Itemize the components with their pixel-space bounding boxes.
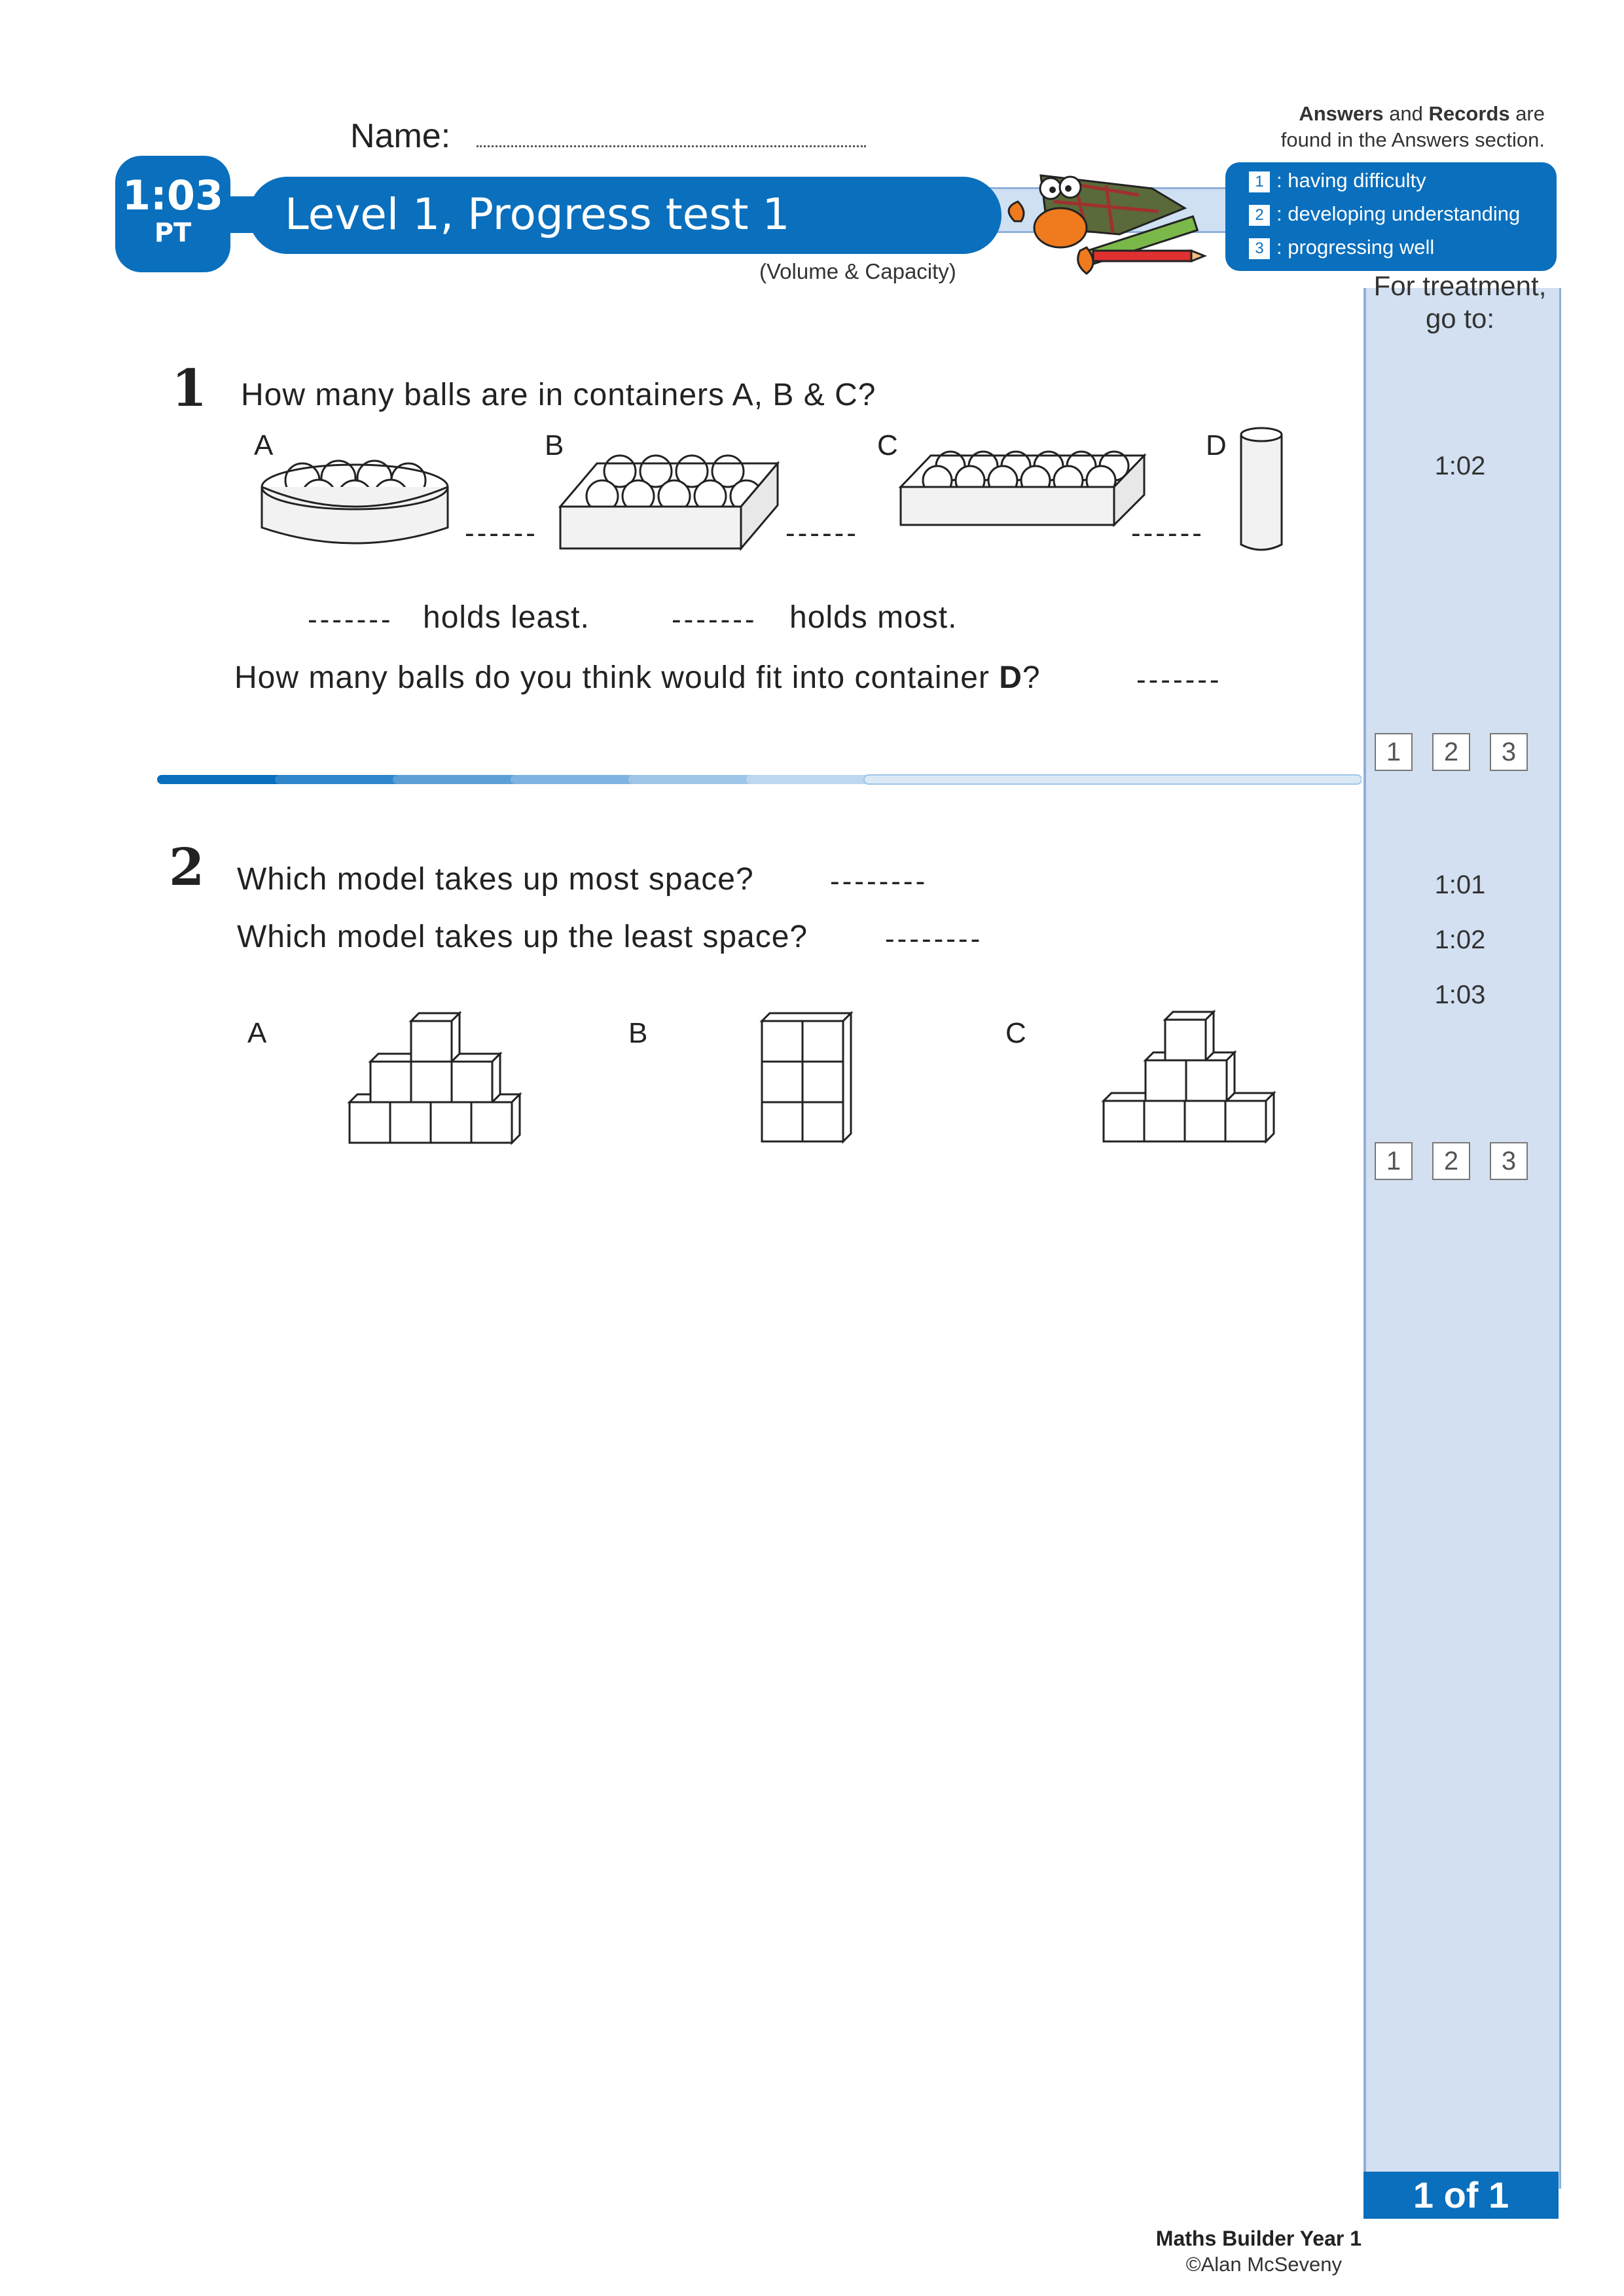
treatment-heading: For treatment, go to: bbox=[1373, 270, 1547, 334]
rating-box-2[interactable]: 2 bbox=[1432, 733, 1470, 771]
crab-mascot-illustration bbox=[988, 149, 1224, 280]
rating-box-1[interactable]: 1 bbox=[1375, 733, 1413, 771]
container-d-label: D bbox=[1206, 429, 1227, 461]
q1-rating-boxes bbox=[1375, 733, 1545, 771]
container-c-answer-blank[interactable]: ------ bbox=[1131, 517, 1204, 549]
least-answer-blank[interactable]: ------- bbox=[308, 603, 393, 636]
treatment-sidebar bbox=[1363, 288, 1561, 2189]
most-space-answer-blank[interactable]: -------- bbox=[830, 865, 928, 897]
least-space-answer-blank[interactable]: -------- bbox=[885, 923, 983, 955]
name-input-line[interactable] bbox=[477, 145, 866, 147]
rating-legend bbox=[1225, 162, 1557, 271]
rating-box-3[interactable]: 3 bbox=[1490, 733, 1528, 771]
copyright: ©Alan McSeveny bbox=[1185, 2253, 1342, 2276]
section-divider bbox=[157, 772, 1362, 785]
container-c-label: C bbox=[877, 429, 898, 461]
answers-note: Answers and Records are found in the Answers section. bbox=[1280, 102, 1545, 151]
name-label: Name: bbox=[350, 117, 451, 155]
holds-most-text: holds most. bbox=[789, 600, 958, 635]
question-1-prompt: How many balls are in containers A, B & C? bbox=[241, 378, 876, 412]
q2-treatment-ref-1[interactable]: 1:01 bbox=[1434, 870, 1486, 899]
badge-code: 1:03 bbox=[122, 171, 224, 219]
model-a-label: A bbox=[247, 1017, 267, 1049]
page-indicator: 1 of 1 bbox=[1363, 2172, 1559, 2219]
fit-answer-blank[interactable]: ------- bbox=[1136, 664, 1222, 696]
q1-treatment-ref[interactable]: 1:02 bbox=[1434, 452, 1486, 480]
most-answer-blank[interactable]: ------- bbox=[672, 603, 757, 636]
q2-treatment-ref-2[interactable]: 1:02 bbox=[1434, 925, 1486, 954]
question-2-number: 2 bbox=[169, 838, 205, 897]
legend-item-3: 3 : progressing well bbox=[1249, 236, 1434, 259]
container-a-label: A bbox=[254, 429, 274, 461]
legend-item-1: 1 : having difficulty bbox=[1249, 169, 1426, 192]
model-c-cube-drawing bbox=[1100, 1005, 1276, 1149]
book-title: Maths Builder Year 1 bbox=[1155, 2227, 1362, 2250]
container-c-drawing bbox=[898, 440, 1147, 531]
container-b-label: B bbox=[545, 429, 564, 461]
legend-item-2: 2 : developing understanding bbox=[1249, 202, 1520, 226]
lesson-badge bbox=[115, 156, 230, 272]
model-b-label: B bbox=[628, 1017, 648, 1049]
container-d-drawing bbox=[1237, 425, 1286, 556]
page-subtitle: (Volume & Capacity) bbox=[759, 259, 956, 283]
container-a-drawing bbox=[257, 448, 453, 552]
question-2-prompt-1: Which model takes up most space? bbox=[237, 862, 754, 897]
page-title: Level 1, Progress test 1 bbox=[285, 189, 790, 240]
rating-box-3[interactable]: 3 bbox=[1490, 1142, 1528, 1180]
holds-least-text: holds least. bbox=[423, 600, 590, 635]
fit-question-text: How many balls do you think would fit into container D? bbox=[234, 660, 1041, 695]
q2-treatment-ref-3[interactable]: 1:03 bbox=[1434, 980, 1486, 1009]
rating-box-1[interactable]: 1 bbox=[1375, 1142, 1413, 1180]
model-b-cube-drawing bbox=[757, 1005, 855, 1149]
model-a-cube-drawing bbox=[346, 1008, 522, 1152]
container-a-answer-blank[interactable]: ------ bbox=[465, 517, 538, 549]
model-c-label: C bbox=[1005, 1017, 1026, 1049]
q2-rating-boxes bbox=[1375, 1142, 1545, 1180]
question-1-number: 1 bbox=[171, 359, 208, 418]
rating-box-2[interactable]: 2 bbox=[1432, 1142, 1470, 1180]
container-b-answer-blank[interactable]: ------ bbox=[785, 517, 859, 549]
container-b-drawing bbox=[558, 444, 780, 555]
badge-sub: PT bbox=[154, 218, 192, 248]
question-2-prompt-2: Which model takes up the least space? bbox=[237, 920, 808, 954]
